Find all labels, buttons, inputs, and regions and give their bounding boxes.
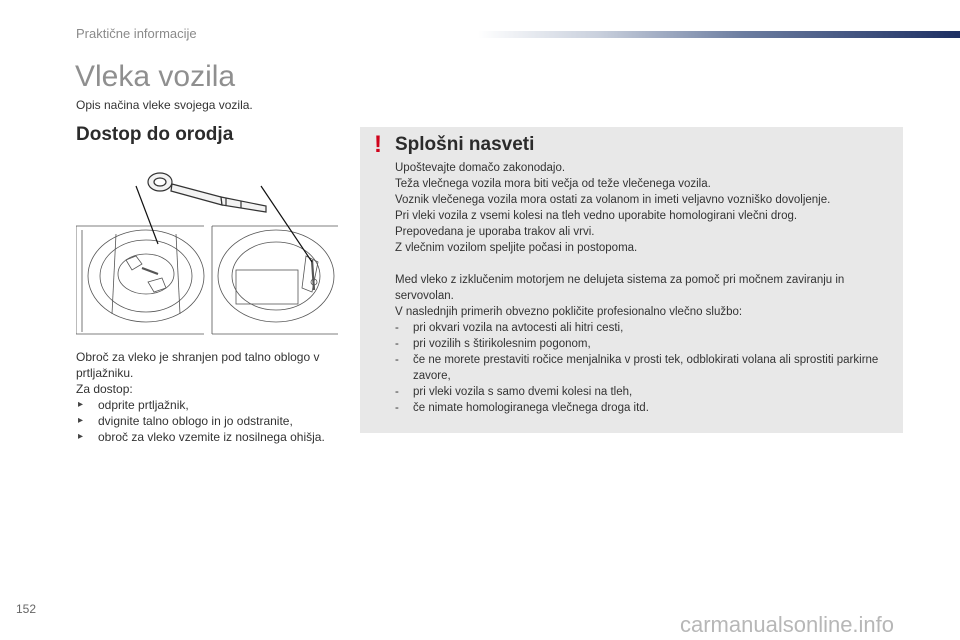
access-label: Za dostop: — [76, 382, 133, 396]
list-item: ▸ dvignite talno oblogo in jo odstranite, — [76, 413, 346, 429]
towing-eye-icon — [148, 173, 266, 212]
spare-wheel-left — [76, 226, 204, 334]
list-item: - pri okvari vozila na avtocesti ali hitri cesti, — [395, 320, 890, 336]
advice-line: Teža vlečnega vozila mora biti večja od teže vlečenega vozila. — [395, 178, 711, 190]
list-item: - pri vleki vozila s samo dvemi kolesi na tleh, — [395, 384, 890, 400]
watermark: carmanualsonline.info — [680, 612, 895, 637]
intro-text: Opis načina vleke svojega vozila. — [76, 98, 253, 112]
access-steps — [76, 397, 346, 445]
advice-professional — [395, 272, 890, 416]
advice-cases — [395, 320, 890, 416]
advice-line: Voznik vlečenega vozila mora ostati za volanom in imeti veljavno vozniško dovoljenje. — [395, 194, 831, 206]
list-item: - če ne morete prestaviti ročice menjalnika v prosti tek, odblokirati volana ali sprostiti parkirne zavore, — [395, 352, 890, 384]
list-item: ▸ odprite prtljažnik, — [76, 397, 346, 413]
tools-text — [76, 349, 346, 445]
list-item: ▸ obroč za vleko vzemite iz nosilnega ohišja. — [76, 429, 346, 445]
advice-heading: Splošni nasveti — [395, 134, 535, 155]
advice-rules — [395, 160, 890, 256]
header-bar — [478, 31, 960, 38]
list-item: - pri vozilih s štirikolesnim pogonom, — [395, 336, 890, 352]
tools-description: Obroč za vleko je shranjen pod talno oblogo v prtljažniku. — [76, 350, 320, 380]
advice-line: Prepovedana je uporaba trakov ali vrvi. — [395, 226, 595, 238]
advice-paragraph: V naslednjih primerih obvezno pokličite profesionalno vlečno službo: — [395, 306, 743, 318]
page-title: Vleka vozila — [75, 60, 236, 93]
general-advice-box — [360, 127, 903, 433]
page-number: 152 — [16, 602, 37, 616]
trunk-right — [212, 226, 338, 334]
tools-heading: Dostop do orodja — [76, 124, 234, 145]
advice-paragraph: Med vleko z izklučenim motorjem ne delujeta sistema za pomoč pri močnem zaviranju in servovolan. — [395, 274, 845, 302]
warning-icon: ! — [374, 131, 382, 158]
advice-line: Upoštevajte domačo zakonodajo. — [395, 162, 566, 174]
section-header: Praktične informacije — [76, 26, 197, 41]
list-item: - če nimate homologiranega vlečnega droga itd. — [395, 400, 890, 416]
advice-line: Pri vleki vozila z vsemi kolesi na tleh vedno uporabite homologirani vlečni drog. — [395, 210, 798, 222]
towing-eye-illustration — [76, 164, 338, 340]
advice-line: Z vlečnim vozilom speljite počasi in postopoma. — [395, 242, 638, 254]
